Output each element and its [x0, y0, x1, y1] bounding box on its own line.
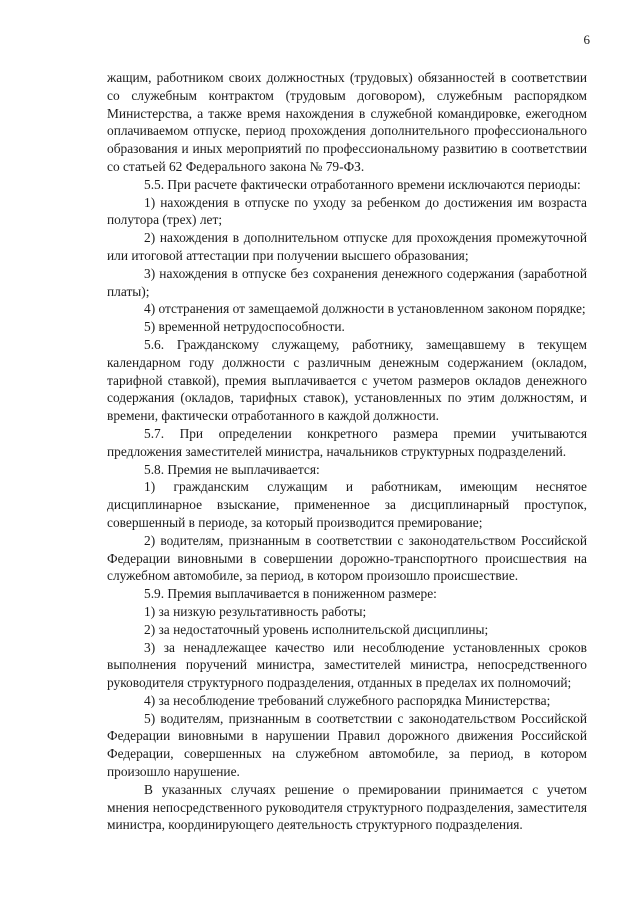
paragraph-continuation: жащим, работником своих должностных (трудовых) обязанностей в соответствии со служебным контрактом (трудовым договором), служебным распорядком Министерства, а также время нахождения в служебной командировке, ежегодном оплачиваемом отпуске, период прохождения дополнительного профессионального образования и иных мероприятий по профессиональному развитию в соответствии со статьей 62 Федерального закона № 79-ФЗ.: [107, 70, 587, 174]
paragraph-5-5: 5.5. При расчете фактически отработанного времени исключаются периоды:: [144, 176, 581, 192]
page-number: 6: [583, 32, 590, 47]
list-item: 3) нахождения в отпуске без сохранения денежного содержания (заработной платы);: [107, 265, 587, 299]
list-item: 4) отстранения от замещаемой должности в установленном законом порядке;: [144, 301, 586, 317]
list-item: 2) водителям, признанным в соответствии с законодательством Российской Федерации виновными в совершении дорожно-транспортного происшествия на служебном автомобиле, за период, в котором произошло происшествие.: [107, 532, 587, 584]
list-item: 3) за ненадлежащее качество или несоблюдение установленных сроков выполнения поручений министра, заместителей министра, непосредственного руководителя структурного подразделения, отданных в пределах их полномочий;: [107, 639, 587, 691]
paragraph-5-9: 5.9. Премия выплачивается в пониженном размере:: [144, 586, 437, 602]
list-item: 5) временной нетрудоспособности.: [144, 319, 345, 335]
document-body: [107, 69, 587, 834]
list-item: 2) за недостаточный уровень исполнительской дисциплины;: [144, 621, 489, 637]
paragraph-5-6: 5.6. Гражданскому служащему, работнику, замещавшему в текущем календарном году должности с различным денежным содержанием (окладом, тарифной ставкой), премия выплачивается с учетом размеров окладов денежного содержания (окладов, тарифных ставок), установленных по этим должностям, и времени, фактически отработанного в каждой должности.: [107, 336, 587, 424]
list-item: 1) гражданским служащим и работникам, имеющим неснятое дисциплинарное взыскание, примененное за дисциплинарный проступок, совершенный в периоде, за который производится премирование;: [107, 479, 587, 530]
list-item: 5) водителям, признанным в соответствии с законодательством Российской Федерации виновными в нарушении Правил дорожного движения Российской Федерации, совершенных на служебном автомобиле, за период, в котором произошло нарушение.: [107, 710, 587, 780]
list-item: 4) за несоблюдение требований служебного распорядка Министерства;: [144, 692, 551, 708]
paragraph-5-7: 5.7. При определении конкретного размера премии учитываются предложения заместителей министра, начальников структурных подразделений.: [107, 425, 587, 459]
paragraph-5-8: 5.8. Премия не выплачивается:: [144, 461, 320, 477]
list-item: 1) нахождения в отпуске по уходу за ребенком до достижения им возраста полутора (трех) лет;: [107, 194, 587, 228]
list-item: 1) за низкую результативность работы;: [144, 603, 367, 619]
paragraph-closing: В указанных случаях решение о премировании принимается с учетом мнения непосредственного руководителя структурного подразделения, заместителя министра, координирующего деятельность структурного подразделения.: [107, 781, 587, 833]
list-item: 2) нахождения в дополнительном отпуске для прохождения промежуточной или итоговой аттестации при получении высшего образования;: [107, 230, 587, 263]
